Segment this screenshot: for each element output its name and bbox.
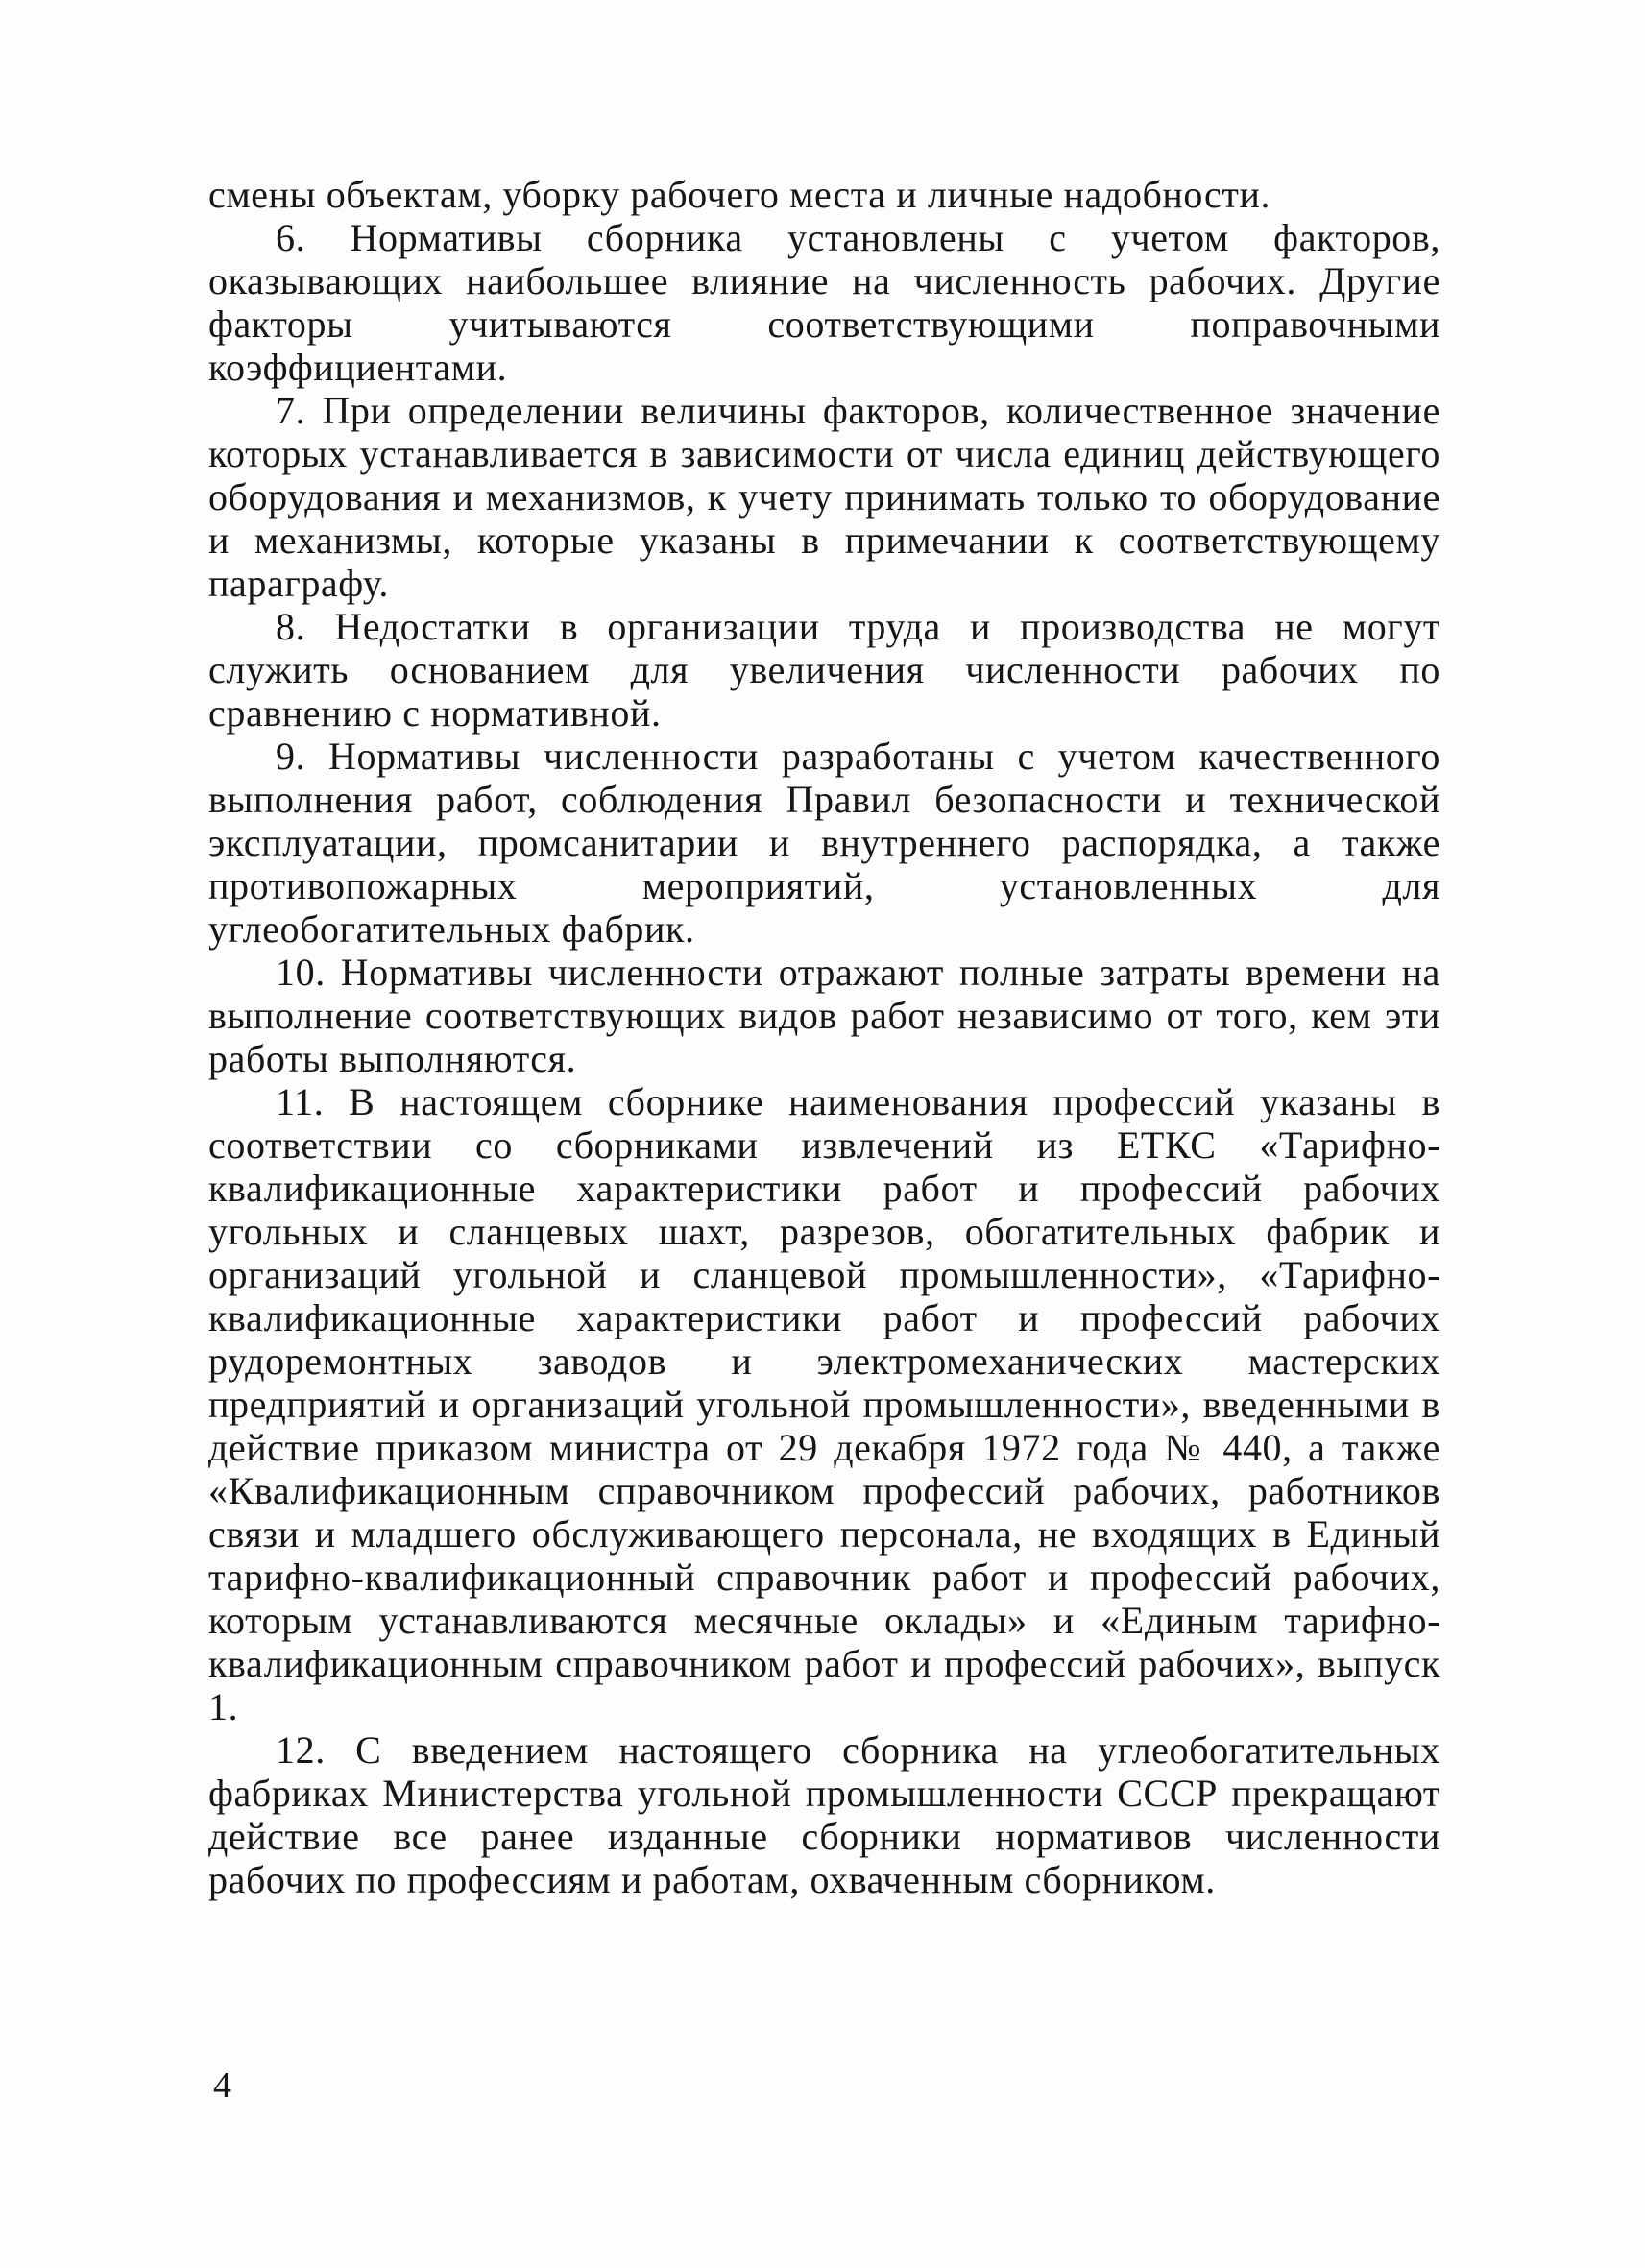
paragraph-7: 7. При определении величины факторов, количественное значение которых устанавливается в зависимости от числа единиц действующего оборудования и механизмов, к учету принимать только то оборудование и механизмы, которые указаны в примечании к соответствующему параграфу. (208, 389, 1440, 605)
paragraph-9: 9. Нормативы численности разработаны с учетом качественного выполнения работ, соблюдения Правил безопасности и технической эксплуатации, промсанитарии и внутреннего распорядка, а также противопожарных мероприятий, установленных для углеобогатительных фабрик. (208, 735, 1440, 951)
paragraph-8: 8. Недостатки в организации труда и производства не могут служить основанием для увеличения численности рабочих по сравнению с нормативной. (208, 605, 1440, 735)
paragraph-continuation: смены объектам, уборку рабочего места и личные надобности. (208, 173, 1271, 216)
document-body (208, 173, 1440, 1901)
paragraph-10: 10. Нормативы численности отражают полные затраты времени на выполнение соответствующих видов работ независимо от того, кем эти работы выполняются. (208, 951, 1440, 1080)
paragraph-6: 6. Нормативы сборника установлены с учетом факторов, оказывающих наибольшее влияние на численность рабочих. Другие факторы учитываются соответствующими поправочными коэффициентами. (208, 216, 1440, 389)
page-number: 4 (213, 2065, 231, 2106)
paragraph-12: 12. С введением настоящего сборника на углеобогатительных фабриках Министерства угольной промышленности СССР прекращают действие все ранее изданные сборники нормативов численности рабочих по профессиям и работам, охваченным сборником. (208, 1728, 1440, 1901)
paragraph-11: 11. В настоящем сборнике наименования профессий указаны в соответствии со сборниками извлечений из ЕТКС «Тарифно-квалификационные характеристики работ и профессий рабочих угольных и сланцевых шахт, разрезов, обогатительных фабрик и организаций угольной и сланцевой промышленности», «Тарифно-квалификационные характеристики работ и профессий рабочих рудоремонтных заводов и электромеханических мастерских предприятий и организаций угольной промышленности», введенными в действие приказом министра от 29 декабря 1972 года № 440, а также «Квалификационным справочником профессий рабочих, работников связи и младшего обслуживающего персонала, не входящих в Единый тарифно-квалификационный справочник работ и профессий рабочих, которым устанавливаются месячные оклады» и «Единым тарифно-квалификационным справочником работ и профессий рабочих», выпуск 1. (208, 1080, 1440, 1728)
